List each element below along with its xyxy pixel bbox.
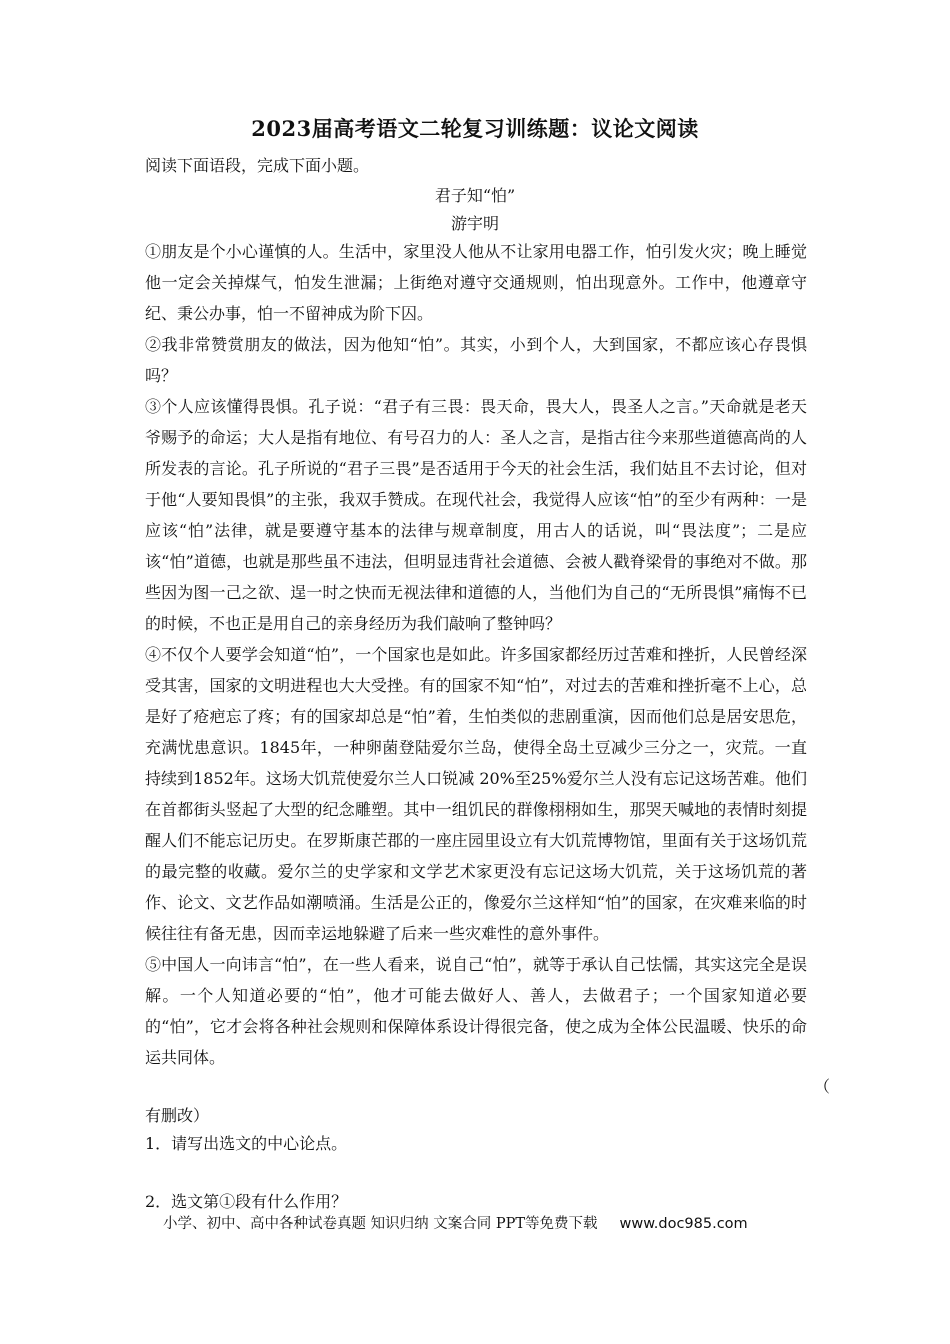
article-title: 君子知“怕”: [434, 186, 516, 205]
instruction-text: 阅读下面语段，完成下面小题。: [145, 156, 370, 175]
question-2: 2．选文第①段有什么作用？: [145, 1192, 348, 1211]
footer-text: 小学、初中、高中各种试卷真题 知识归纳 文案合同 PPT等免费下载: [163, 1216, 598, 1232]
footer-site-link[interactable]: www.doc985.com: [619, 1216, 748, 1232]
question-1: 1．请写出选文的中心论点。: [145, 1134, 348, 1153]
paragraph-2: ②我非常赞赏朋友的做法，因为他知“怕”。其实，小到个人，大到国家，不都应该心存畏惧吗？: [145, 335, 807, 385]
footer-banner: [163, 1212, 748, 1233]
paragraph-5: ⑤中国人一向讳言“怕”，在一些人看来，说自己“怕”，就等于承认自己怯懦，其实这完全是误解。一个人知道必要的“怕”，他才可能去做好人、善人，去做君子；一个国家知道必要的“怕”，它才会将各种社会规则和保障体系设计得很完备，使之成为全体公民温暖、快乐的命运共同体。: [145, 955, 807, 1067]
source-note-paren: （: [814, 1077, 831, 1096]
page-title: 2023届高考语文二轮复习训练题：议论文阅读: [251, 116, 699, 141]
paragraph-1: ①朋友是个小心谨慎的人。生活中，家里没人他从不让家用电器工作，怕引发火灾；晚上睡觉他一定会关掉煤气，怕发生泄漏；上街绝对遵守交通规则，怕出现意外。工作中，他遵章守纪、秉公办事，怕一不留神成为阶下囚。: [145, 242, 807, 323]
paragraph-4: ④不仅个人要学会知道“怕”，一个国家也是如此。许多国家都经历过苦难和挫折，人民曾经深受其害，国家的文明进程也大大受挫。有的国家不知“怕”，对过去的苦难和挫折毫不上心，总是好了疮疤忘了疼；有的国家却总是“怕”着，生怕类似的悲剧重演，因而他们总是居安思危，充满忧患意识。1845年，一种卵菌登陆爱尔兰岛，使得全岛土豆减少三分之一，灾荒。一直持续到1852年。这场大饥荒使爱尔兰人口锐减 20%至25%爱尔兰人没有忘记这场苦难。他们在首都街头竖起了大型的纪念雕塑。其中一组饥民的群像栩栩如生，那哭天喊地的表情时刻提醒人们不能忘记历史。在罗斯康芒郡的一座庄园里设立有大饥荒博物馆，里面有关于这场饥荒的最完整的收藏。爱尔兰的史学家和文学艺术家更没有忘记这场大饥荒，关于这场饥荒的著作、论文、文艺作品如潮喷涌。生活是公正的，像爱尔兰这样知“怕”的国家，在灾难来临的时候往往有备无患，因而幸运地躲避了后来一些灾难性的意外事件。: [145, 645, 807, 943]
article-author: 游宇明: [450, 214, 499, 233]
source-note: 有删改）: [145, 1106, 210, 1125]
paragraph-3: ③个人应该懂得畏惧。孔子说：“君子有三畏：畏天命，畏大人，畏圣人之言。”天命就是老天爷赐予的命运；大人是指有地位、有号召力的人：圣人之言，是指古往今来那些道德高尚的人所发表的言论。孔子所说的“君子三畏”是否适用于今天的社会生活，我们姑且不去讨论，但对于他“人要知畏惧”的主张，我双手赞成。在现代社会，我觉得人应该“怕”的至少有两种：一是应该“怕”法律，就是要遵守基本的法律与规章制度，用古人的话说，叫“畏法度”；二是应该“怕”道德，也就是那些虽不违法，但明显违背社会道德、会被人戳脊梁骨的事绝对不做。那些因为图一己之欲、逞一时之快而无视法律和道德的人，当他们为自己的“无所畏惧”痛悔不已的时候，不也正是用自己的亲身经历为我们敲响了整钟吗？: [145, 397, 807, 633]
